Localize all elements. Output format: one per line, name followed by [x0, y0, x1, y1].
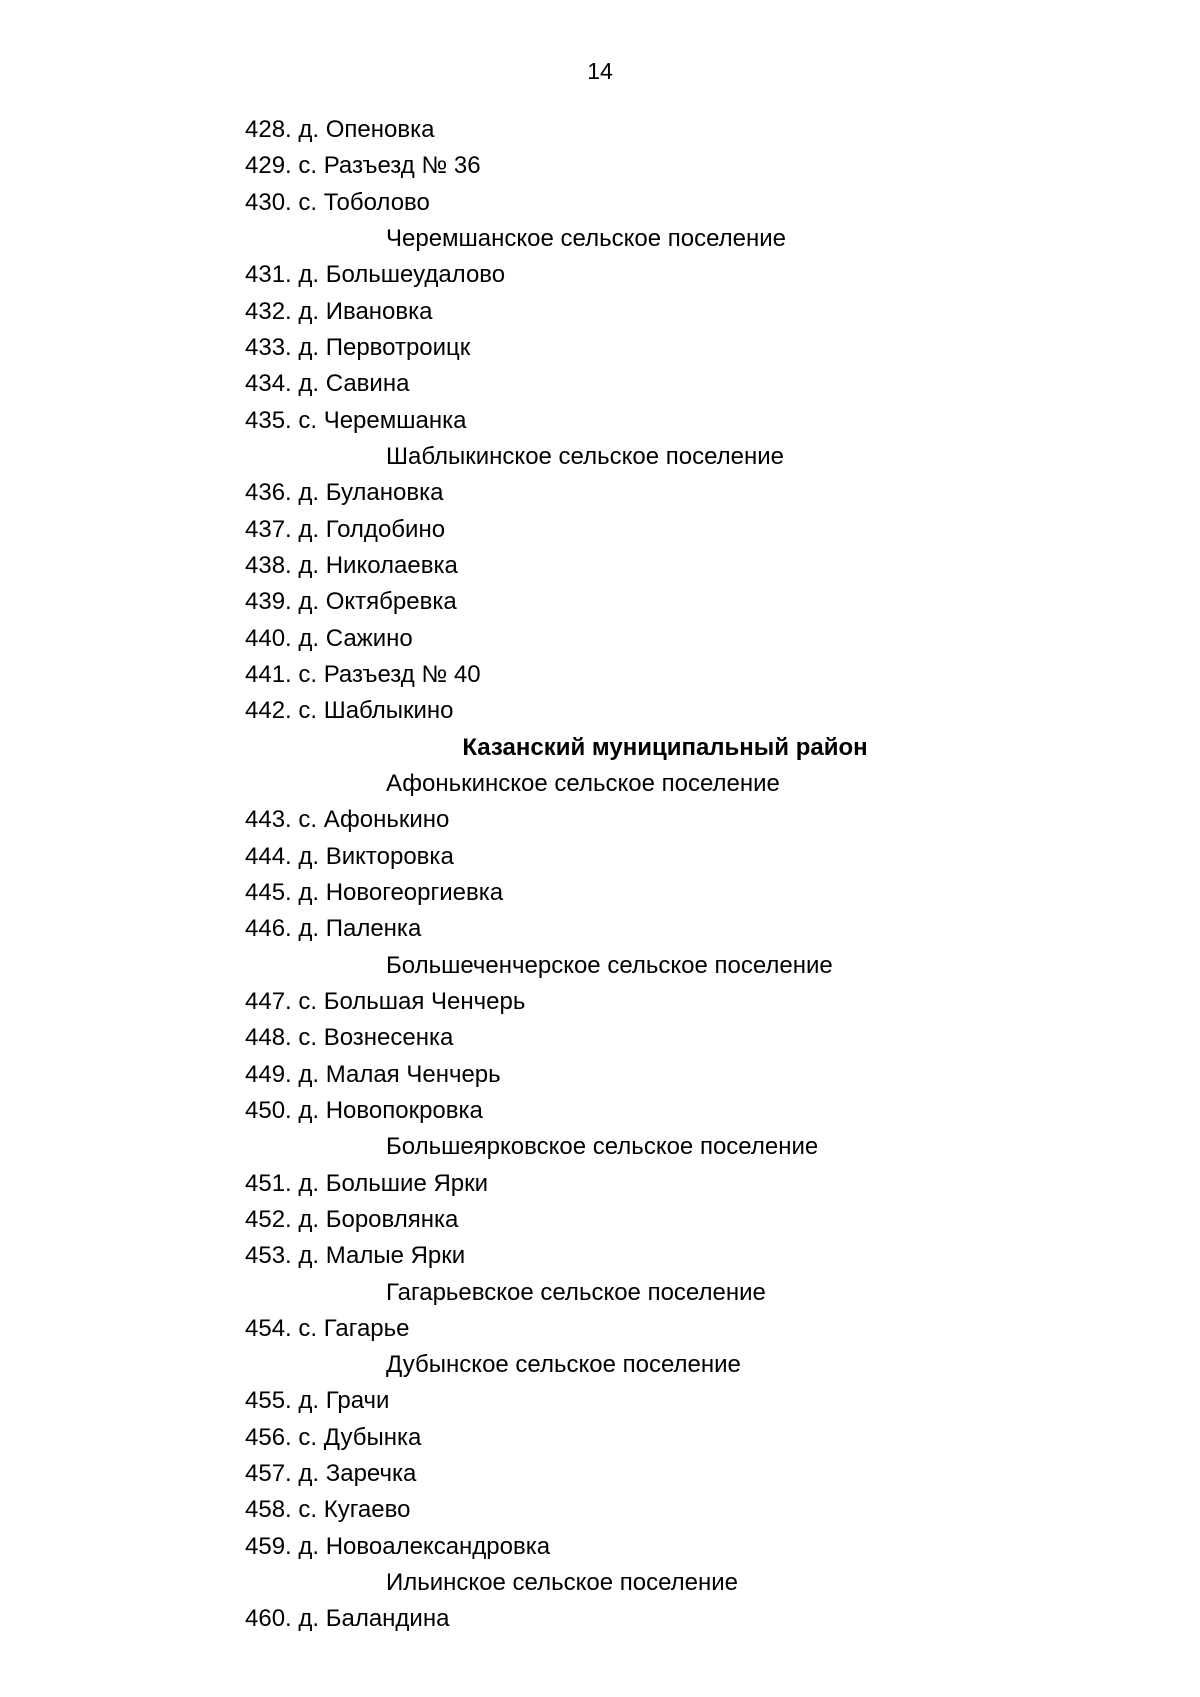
list-item: 450. д. Новопокровка — [245, 1096, 483, 1124]
list-item: 444. д. Викторовка — [245, 842, 454, 870]
list-item: 460. д. Баландина — [245, 1605, 450, 1633]
list-item: 449. д. Малая Ченчерь — [245, 1060, 501, 1088]
list-item: 458. с. Кугаево — [245, 1496, 411, 1524]
list-item: 441. с. Разъезд № 40 — [245, 660, 481, 688]
settlement-heading: Ильинское сельское поселение — [386, 1569, 738, 1597]
settlement-heading: Афонькинское сельское поселение — [386, 769, 780, 797]
list-item: 439. д. Октябревка — [245, 588, 457, 616]
list-item: 455. д. Грачи — [245, 1387, 390, 1415]
list-item: 456. с. Дубынка — [245, 1423, 422, 1451]
settlement-list — [0, 112, 1200, 1638]
list-item: 430. с. Тоболово — [245, 188, 430, 216]
district-heading: Казанский муниципальный район — [462, 733, 868, 761]
list-item: 448. с. Вознесенка — [245, 1024, 454, 1052]
list-item: 454. с. Гагарье — [245, 1314, 410, 1342]
list-item: 440. д. Сажино — [245, 624, 413, 652]
list-item: 432. д. Ивановка — [245, 297, 433, 325]
list-item: 435. с. Черемшанка — [245, 406, 467, 434]
settlement-heading: Дубынское сельское поселение — [386, 1351, 741, 1379]
settlement-heading: Шаблыкинское сельское поселение — [386, 442, 785, 470]
list-item: 434. д. Савина — [245, 370, 410, 398]
list-item: 452. д. Боровлянка — [245, 1205, 459, 1233]
list-item: 447. с. Большая Ченчерь — [245, 987, 526, 1015]
list-item: 443. с. Афонькино — [245, 806, 450, 834]
list-item: 457. д. Заречка — [245, 1460, 417, 1488]
settlement-heading: Большеченчерское сельское поселение — [386, 951, 833, 979]
list-item: 445. д. Новогеоргиевка — [245, 878, 504, 906]
page-number: 14 — [587, 58, 613, 84]
settlement-heading: Черемшанское сельское поселение — [386, 224, 786, 252]
settlement-heading: Гагарьевское сельское поселение — [386, 1278, 766, 1306]
list-item: 453. д. Малые Ярки — [245, 1242, 466, 1270]
settlement-heading: Большеярковское сельское поселение — [386, 1133, 819, 1161]
list-item: 436. д. Булановка — [245, 479, 444, 507]
list-item: 459. д. Новоалександровка — [245, 1532, 551, 1560]
list-item: 446. д. Паленка — [245, 915, 422, 943]
list-item: 437. д. Голдобино — [245, 515, 446, 543]
list-item: 428. д. Опеновка — [245, 116, 435, 143]
list-item: 429. с. Разъезд № 36 — [245, 152, 481, 180]
list-item: 433. д. Первотроицк — [245, 333, 471, 361]
list-item: 438. д. Николаевка — [245, 551, 458, 579]
list-item: 431. д. Большеудалово — [245, 261, 506, 289]
list-item: 442. с. Шаблыкино — [245, 697, 454, 725]
list-item: 451. д. Большие Ярки — [245, 1169, 489, 1197]
